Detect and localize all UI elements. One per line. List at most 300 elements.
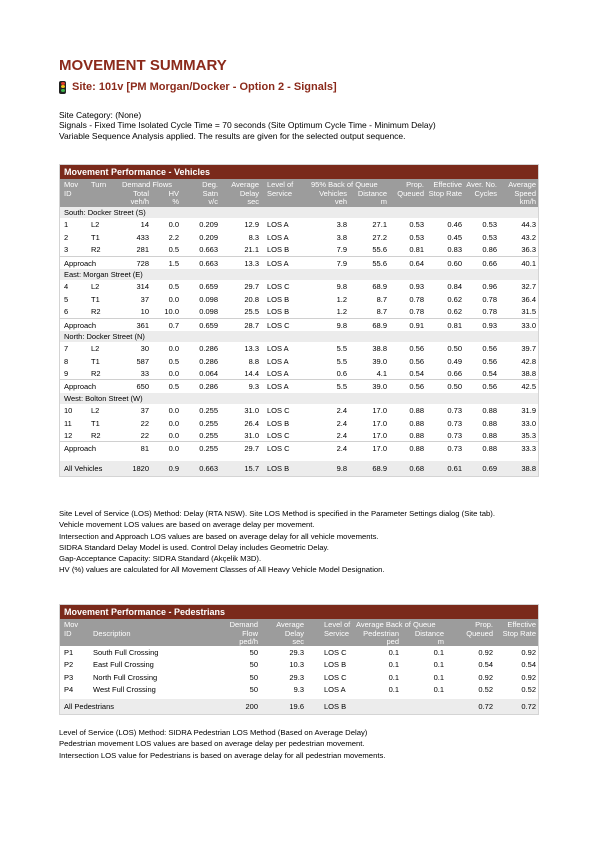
table-cell: R2 [91,369,101,379]
table-cell: 0.64 [409,258,424,268]
table-cell: 10 [64,406,73,416]
approach-row [60,379,538,392]
table-cell: 0.92 [478,672,493,682]
table-cell: 1820 [132,463,149,473]
table-cell: 0.49 [447,356,462,366]
note-line: HV (%) values are calculated for All Movement Classes of All Heavy Vehicle Model Designation. [59,565,385,575]
table-row [60,658,538,670]
col-total: Total veh/h [130,188,149,207]
table-cell: 0.73 [447,406,462,416]
table-cell: 50 [249,660,258,670]
table-cell: 0.1 [433,685,444,695]
table-cell: 0.1 [433,672,444,682]
info-line: Variable Sequence Analysis applied. The results are given for the selected output sequence. [59,130,406,141]
table-cell: 1.2 [336,294,347,304]
table-row [60,280,538,292]
table-cell: 2.4 [336,406,347,416]
table-cell: 0.286 [199,356,218,366]
table-row [60,305,538,317]
table-cell: LOS B [324,701,347,711]
table-cell: 2.4 [336,418,347,428]
table-cell: LOS A [267,356,289,366]
table-cell: 8.3 [248,232,259,242]
table-cell: 0.255 [199,444,218,454]
table-cell: 4.1 [376,369,387,379]
table-cell: Approach [64,382,97,392]
table-cell: 28.7 [244,320,259,330]
table-cell: 40.1 [521,258,536,268]
table-cell: 0.064 [199,369,218,379]
all-pedestrians-row [60,699,538,714]
table-cell: 42.5 [521,382,536,392]
table-cell: 20.8 [244,294,259,304]
table-cell: LOS C [267,444,290,454]
table-column-headers [60,619,538,646]
table-cell: LOS B [324,660,347,670]
table-cell: 3 [64,245,69,255]
col-mov: Mov ID [64,180,79,198]
table-body [60,646,538,714]
table-cell: 15.7 [244,463,259,473]
col-prop-queued: Prop. Queued [397,180,424,198]
table-cell: P3 [64,672,74,682]
table-cell: 2.4 [336,431,347,441]
table-cell: 0.098 [199,294,218,304]
table-cell: LOS C [267,320,290,330]
approach-row [60,318,538,331]
table-cell: 2.4 [336,444,347,454]
table-cell: 29.7 [244,282,259,292]
table-cell: Approach [64,320,97,330]
table-cell: 0.0 [168,344,179,354]
table-cell: 30 [140,344,149,354]
table-row [60,231,538,243]
table-cell: 6 [64,307,69,317]
note-line: Gap-Acceptance Capacity: SIDRA Standard (Akçelik M3D). [59,554,262,564]
table-cell: 9 [64,369,69,379]
table-cell: 0.659 [199,282,218,292]
table-cell: 0.0 [168,294,179,304]
table-cell: 55.6 [372,245,387,255]
table-cell: 0.0 [168,444,179,454]
table-cell: LOS A [267,220,289,230]
table-cell: 10.0 [164,307,179,317]
table-cell: P4 [64,685,74,695]
table-cell: 0.96 [482,282,497,292]
table-cell: 39.0 [372,382,387,392]
table-row [60,243,538,255]
table-cell: 0.1 [388,685,399,695]
table-cell: T1 [91,418,100,428]
table-cell: 361 [136,320,149,330]
table-cell: 12.9 [244,220,259,230]
table-cell: 22 [140,418,149,428]
table-cell: 0.46 [447,220,462,230]
table-cell: 9.8 [336,463,347,473]
table-cell: LOS A [267,258,289,268]
table-cell: 5.5 [336,344,347,354]
table-cell: 31.0 [244,431,259,441]
note-line: Level of Service (LOS) Method: SIDRA Pedestrian LOS Method (Based on Average Delay) [59,728,368,737]
table-row [60,218,538,230]
table-cell: LOS B [267,307,290,317]
table-cell: 0.0 [168,418,179,428]
table-row [60,355,538,367]
table-cell: 29.7 [244,444,259,454]
table-cell: 0.88 [482,431,497,441]
col-vehicles: Vehicles veh [319,188,347,207]
vehicle-performance-table [59,164,539,477]
table-cell: L2 [91,220,100,230]
table-cell: 0.6 [336,369,347,379]
table-cell: LOS A [324,685,346,695]
table-cell: 29.3 [289,648,304,657]
table-cell: LOS B [267,294,290,304]
table-cell: 68.9 [372,463,387,473]
table-cell: 0.66 [447,369,462,379]
table-cell: 37 [140,294,149,304]
table-cell: 0.52 [478,685,493,695]
table-cell: 36.4 [521,294,536,304]
col-effective-stop-rate: Effective Stop Rate [502,620,536,638]
table-cell: 0.88 [409,431,424,441]
table-cell: 38.8 [521,463,536,473]
table-cell: 0.93 [409,282,424,292]
table-cell: 33.0 [521,418,536,428]
table-cell: LOS A [267,232,289,242]
table-cell: 0.50 [447,344,462,354]
table-cell: LOS C [267,406,290,416]
all-vehicles-row [60,461,538,476]
table-cell: 50 [249,672,258,682]
table-cell: 8 [64,356,69,366]
table-cell: R2 [91,307,101,317]
table-cell: 0.54 [478,660,493,670]
table-cell: 0.78 [482,294,497,304]
table-cell: 8.7 [376,307,387,317]
table-cell: 0.098 [199,307,218,317]
col-aver-cycles: Aver. No. Cycles [466,180,497,198]
table-cell: 2.2 [168,232,179,242]
table-cell: 21.1 [244,245,259,255]
table-cell: R2 [91,245,101,255]
table-cell: 0.78 [482,307,497,317]
col-hv: HV % [168,188,179,207]
table-cell: 9.8 [336,282,347,292]
table-cell: LOS A [267,344,289,354]
note-line: Pedestrian movement LOS values are based on average delay per pedestrian movement. [59,739,365,749]
table-cell: LOS C [324,648,347,657]
table-cell: 0.1 [433,660,444,670]
pedestrian-notes [59,727,385,761]
pedestrian-performance-table [59,604,539,715]
col-distance: Distance m [357,188,387,207]
table-cell: 0.88 [482,444,497,454]
table-cell: T1 [91,232,100,242]
table-cell: 0.255 [199,406,218,416]
table-cell: 0.72 [521,701,536,711]
table-cell: 0.0 [168,406,179,416]
table-cell: R2 [91,431,101,441]
table-cell: 14 [140,220,149,230]
table-cell: 0.286 [199,382,218,392]
note-line: SIDRA Standard Delay Model is used. Control Delay includes Geometric Delay. [59,542,329,552]
table-cell: 12 [64,431,73,441]
table-cell: 0.56 [482,356,497,366]
table-cell: 0.81 [447,320,462,330]
table-cell: 0.62 [447,294,462,304]
table-cell: 0.5 [168,382,179,392]
col-average-speed: Average Speed km/h [508,180,536,207]
table-cell: LOS B [267,418,290,428]
table-cell: 35.3 [521,431,536,441]
site-name: Site: 101v [PM Morgan/Docker - Option 2 - Signals] [72,81,337,93]
table-cell: 0.83 [447,245,462,255]
table-cell: East Full Crossing [93,660,154,670]
table-cell: 0.286 [199,344,218,354]
table-cell: 19.6 [289,701,304,711]
table-cell: 33 [140,369,149,379]
table-cell: 0.54 [482,369,497,379]
table-cell: 0.56 [482,344,497,354]
table-row [60,429,538,441]
table-cell: 0.81 [409,245,424,255]
table-cell: LOS C [267,431,290,441]
table-cell: LOS A [267,382,289,392]
col-average-delay: Average Delay sec [231,180,259,207]
table-cell: 0.255 [199,431,218,441]
table-cell: 0.0 [168,220,179,230]
table-cell: 17.0 [372,431,387,441]
table-cell: 0.9 [168,463,179,473]
table-cell: 0.50 [447,382,462,392]
table-cell: 10.3 [289,660,304,670]
table-cell: LOS A [267,369,289,379]
table-cell: 0.209 [199,220,218,230]
table-cell: 0.663 [199,463,218,473]
table-cell: 13.3 [244,258,259,268]
table-cell: 0.255 [199,418,218,428]
table-cell: 68.9 [372,282,387,292]
table-row [60,683,538,695]
table-cell: 0.52 [521,685,536,695]
table-cell: 0.93 [482,320,497,330]
table-cell: 5.5 [336,382,347,392]
table-cell: 0.5 [168,356,179,366]
table-cell: 33.0 [521,320,536,330]
table-cell: 0.45 [447,232,462,242]
table-column-headers [60,179,538,207]
table-cell: 50 [249,648,258,657]
table-cell: All Pedestrians [64,701,115,711]
table-row [60,404,538,416]
table-cell: 0.56 [409,344,424,354]
table-cell: 0.61 [447,463,462,473]
table-cell: 314 [136,282,149,292]
table-cell: 39.0 [372,356,387,366]
table-cell: 728 [136,258,149,268]
table-row [60,293,538,305]
table-cell: 1 [64,220,69,230]
table-cell: 27.2 [372,232,387,242]
table-cell: 5.5 [336,356,347,366]
table-cell: 13.3 [244,344,259,354]
table-cell: P1 [64,648,74,657]
table-cell: Approach [64,444,97,454]
table-cell: 11 [64,418,72,428]
table-cell: 0.209 [199,232,218,242]
table-cell: 0.56 [409,382,424,392]
table-cell: 7.9 [336,258,347,268]
table-row [60,417,538,429]
col-demand-flow: Demand Flow ped/h [229,620,258,647]
table-cell: 0.73 [447,444,462,454]
table-cell: South Full Crossing [93,648,159,657]
table-row [60,671,538,683]
table-cell: T1 [91,356,100,366]
table-heading: Movement Performance - Vehicles [60,165,538,179]
table-cell: L2 [91,344,100,354]
table-cell: 0.54 [521,660,536,670]
table-cell: 0.53 [409,220,424,230]
table-cell: 281 [136,245,149,255]
approach-group-header: East: Morgan Street (E) [60,269,538,280]
table-cell: 0.1 [388,648,399,657]
table-cell: LOS B [267,245,290,255]
table-cell: 0.54 [409,369,424,379]
table-cell: All Vehicles [64,463,103,473]
note-line: Vehicle movement LOS values are based on average delay per movement. [59,520,315,530]
table-cell: 25.5 [244,307,259,317]
table-cell: 0.663 [199,245,218,255]
table-cell: 0.62 [447,307,462,317]
table-cell: 7.9 [336,245,347,255]
approach-group-header: West: Bolton Street (W) [60,393,538,404]
table-cell: 0.78 [409,294,424,304]
table-row [60,367,538,379]
table-cell: 0.73 [447,418,462,428]
table-cell: T1 [91,294,100,304]
table-cell: 650 [136,382,149,392]
table-cell: 9.8 [336,320,347,330]
table-cell: 37 [140,406,149,416]
col-level-of-service: Level of Service [324,620,351,638]
table-cell: 43.2 [521,232,536,242]
col-prop-queued: Prop. Queued [466,620,493,638]
table-body [60,207,538,476]
table-cell: 0.92 [521,672,536,682]
col-turn: Turn [91,180,107,189]
table-cell: 0.88 [409,444,424,454]
table-cell: 14.4 [244,369,259,379]
table-cell: 4 [64,282,69,292]
table-cell: 0.659 [199,320,218,330]
col-distance: Distance m [414,628,444,647]
approach-group-header: South: Docker Street (S) [60,207,538,218]
table-cell: 0.72 [478,701,493,711]
table-cell: 50 [249,685,258,695]
table-cell: 31.9 [521,406,536,416]
table-cell: 31.5 [521,307,536,317]
table-cell: 0.0 [168,431,179,441]
traffic-signal-icon [59,81,66,94]
table-cell: 1.2 [336,307,347,317]
table-cell: LOS B [267,463,290,473]
table-cell: 0.53 [482,232,497,242]
table-cell: L2 [91,406,100,416]
table-cell: 0.88 [482,406,497,416]
col-effective-stop-rate: Effective Stop Rate [428,180,462,198]
table-cell: L2 [91,282,100,292]
table-cell: 2 [64,232,69,242]
table-row [60,342,538,354]
table-cell: 81 [140,444,149,454]
table-cell: 587 [136,356,149,366]
table-cell: LOS C [267,282,290,292]
table-cell: 0.5 [168,282,179,292]
table-cell: 0.56 [409,356,424,366]
table-cell: 31.0 [244,406,259,416]
table-cell: 0.56 [482,382,497,392]
table-cell: 433 [136,232,149,242]
table-cell: 0.73 [447,431,462,441]
table-cell: P2 [64,660,74,670]
col-pedestrian: Pedestrian ped [363,628,399,647]
col-back-of-queue: Average Back of Queue [356,620,436,629]
table-cell: 0.53 [482,220,497,230]
table-cell: 32.7 [521,282,536,292]
table-cell: 0.86 [482,245,497,255]
table-cell: 9.3 [293,685,304,695]
table-cell: LOS C [324,672,347,682]
table-cell: 5 [64,294,69,304]
col-mov: Mov ID [64,620,79,638]
table-cell: 0.88 [482,418,497,428]
table-cell: 8.7 [376,294,387,304]
approach-group-header: North: Docker Street (N) [60,331,538,342]
col-back-of-queue: 95% Back of Queue [311,180,378,189]
table-cell: 0.92 [478,648,493,657]
info-line: Site Category: (None) [59,110,142,120]
table-cell: 36.3 [521,245,536,255]
table-cell: 0.1 [433,648,444,657]
site-header [59,80,337,94]
table-cell: West Full Crossing [93,685,156,695]
col-description: Description [93,628,131,638]
table-cell: 0.68 [409,463,424,473]
table-cell: 1.5 [168,258,179,268]
col-deg-satn: Deg. Satn v/c [202,180,218,207]
table-cell: 3.8 [336,220,347,230]
site-info [59,110,436,141]
table-cell: 0.78 [409,307,424,317]
table-cell: 29.3 [289,672,304,682]
table-cell: 9.3 [248,382,259,392]
col-level-of-service: Level of Service [267,180,294,198]
table-cell: 0.5 [168,245,179,255]
table-row [60,646,538,658]
col-demand-flows: Demand Flows [122,180,173,189]
table-cell: 0.0 [168,369,179,379]
table-cell: 0.84 [447,282,462,292]
table-cell: 44.3 [521,220,536,230]
table-cell: 3.8 [336,232,347,242]
table-cell: 0.69 [482,463,497,473]
table-cell: 0.663 [199,258,218,268]
note-line: Intersection LOS value for Pedestrians is based on average delay for all pedestrian movements. [59,750,386,760]
table-cell: 22 [140,431,149,441]
info-line: Signals - Fixed Time Isolated Cycle Time = 70 seconds (Site Optimum Cycle Time - Minimum Delay) [59,120,436,131]
